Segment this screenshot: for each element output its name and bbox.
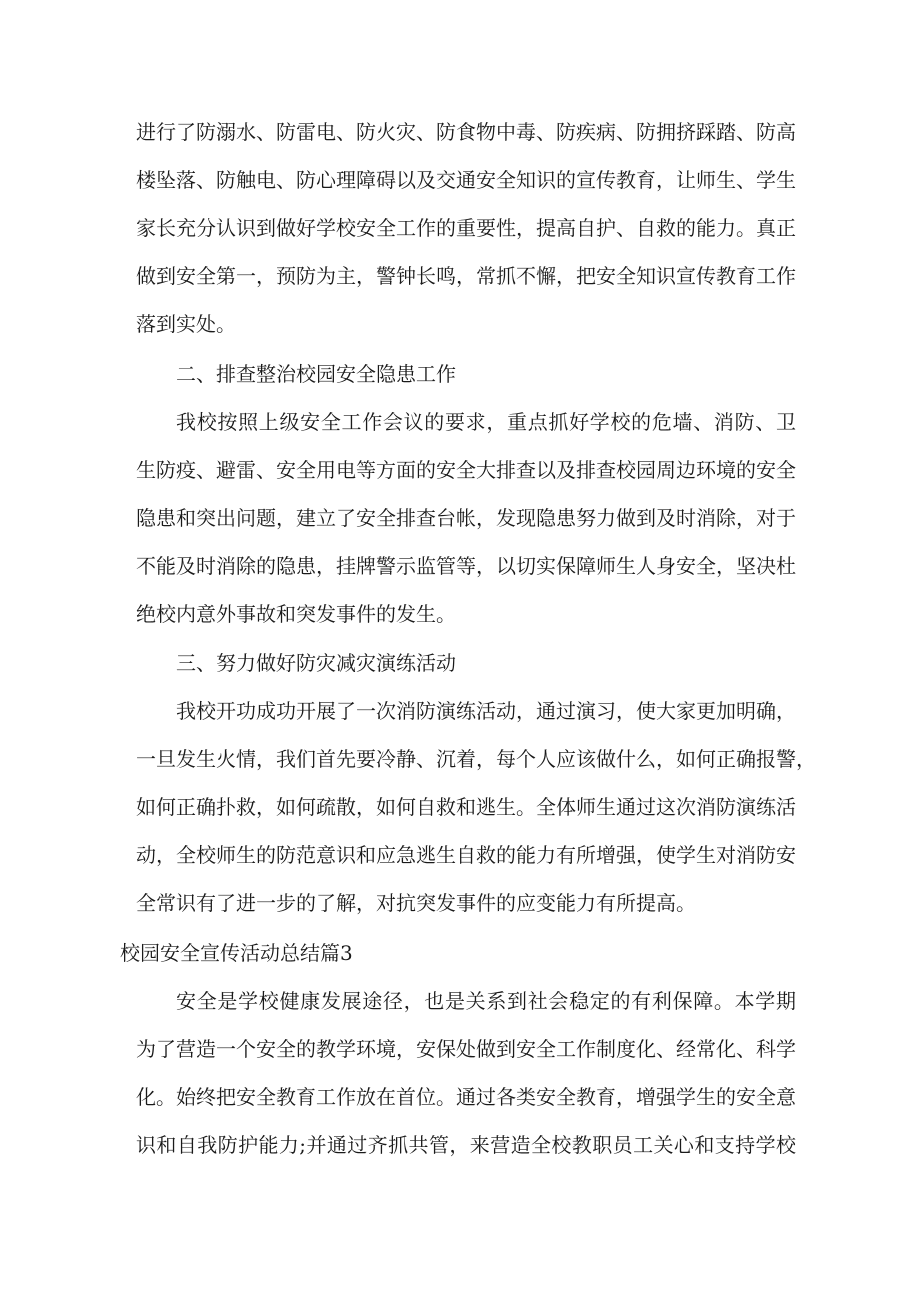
text-line: 绝校内意外事故和突发事件的发生。: [136, 602, 456, 626]
text-line: 家长充分认识到做好学校安全工作的重要性，提高自护、自救的能力。真正: [136, 216, 796, 240]
text-line: 如何正确扑救，如何疏散，如何自救和逃生。全体师生通过这次消防演练活: [136, 795, 796, 819]
text-line: 动，全校师生的防范意识和应急逃生自救的能力有所增强，使学生对消防安: [136, 843, 796, 867]
section-heading: 三、努力做好防灾减灾演练活动: [176, 651, 456, 675]
text-line: 全常识有了进一步的了解，对抗突发事件的应变能力有所提高。: [136, 891, 696, 915]
text-line: 楼坠落、防触电、防心理障碍以及交通安全知识的宣传教育，让师生、学生: [136, 168, 796, 192]
text-line: 进行了防溺水、防雷电、防火灾、防食物中毒、防疾病、防拥挤踩踏、防高: [136, 120, 796, 144]
text-line: 不能及时消除的隐患，挂牌警示监管等，以切实保障师生人身安全，坚决杜: [136, 554, 796, 578]
text-line: 识和自我防护能力;并通过齐抓共管，来营造全校教职员工关心和支持学校: [136, 1133, 796, 1157]
text-line: 我校开功成功开展了一次消防演练活动，通过演习，使大家更加明确，: [176, 699, 796, 723]
text-line: 隐患和突出问题，建立了安全排查台帐，发现隐患努力做到及时消除，对于: [136, 506, 796, 530]
text-line: 生防疫、避雷、安全用电等方面的安全大排查以及排查校园周边环境的安全: [136, 458, 796, 482]
section-heading: 二、排查整治校园安全隐患工作: [176, 362, 456, 386]
text-line: 安全是学校健康发展途径，也是关系到社会稳定的有利保障。本学期: [176, 989, 796, 1013]
text-line: 落到实处。: [136, 312, 236, 336]
text-line: 做到安全第一，预防为主，警钟长鸣，常抓不懈，把安全知识宣传教育工作: [136, 264, 796, 288]
article-title: 校园安全宣传活动总结篇3: [120, 941, 353, 965]
text-line: 我校按照上级安全工作会议的要求，重点抓好学校的危墙、消防、卫: [176, 410, 796, 434]
text-line: 为了营造一个安全的教学环境，安保处做到安全工作制度化、经常化、科学: [136, 1037, 796, 1061]
text-line: 化。始终把安全教育工作放在首位。通过各类安全教育，增强学生的安全意: [136, 1085, 796, 1109]
text-line: 一旦发生火情，我们首先要冷静、沉着，每个人应该做什么，如何正确报警，: [136, 747, 816, 771]
